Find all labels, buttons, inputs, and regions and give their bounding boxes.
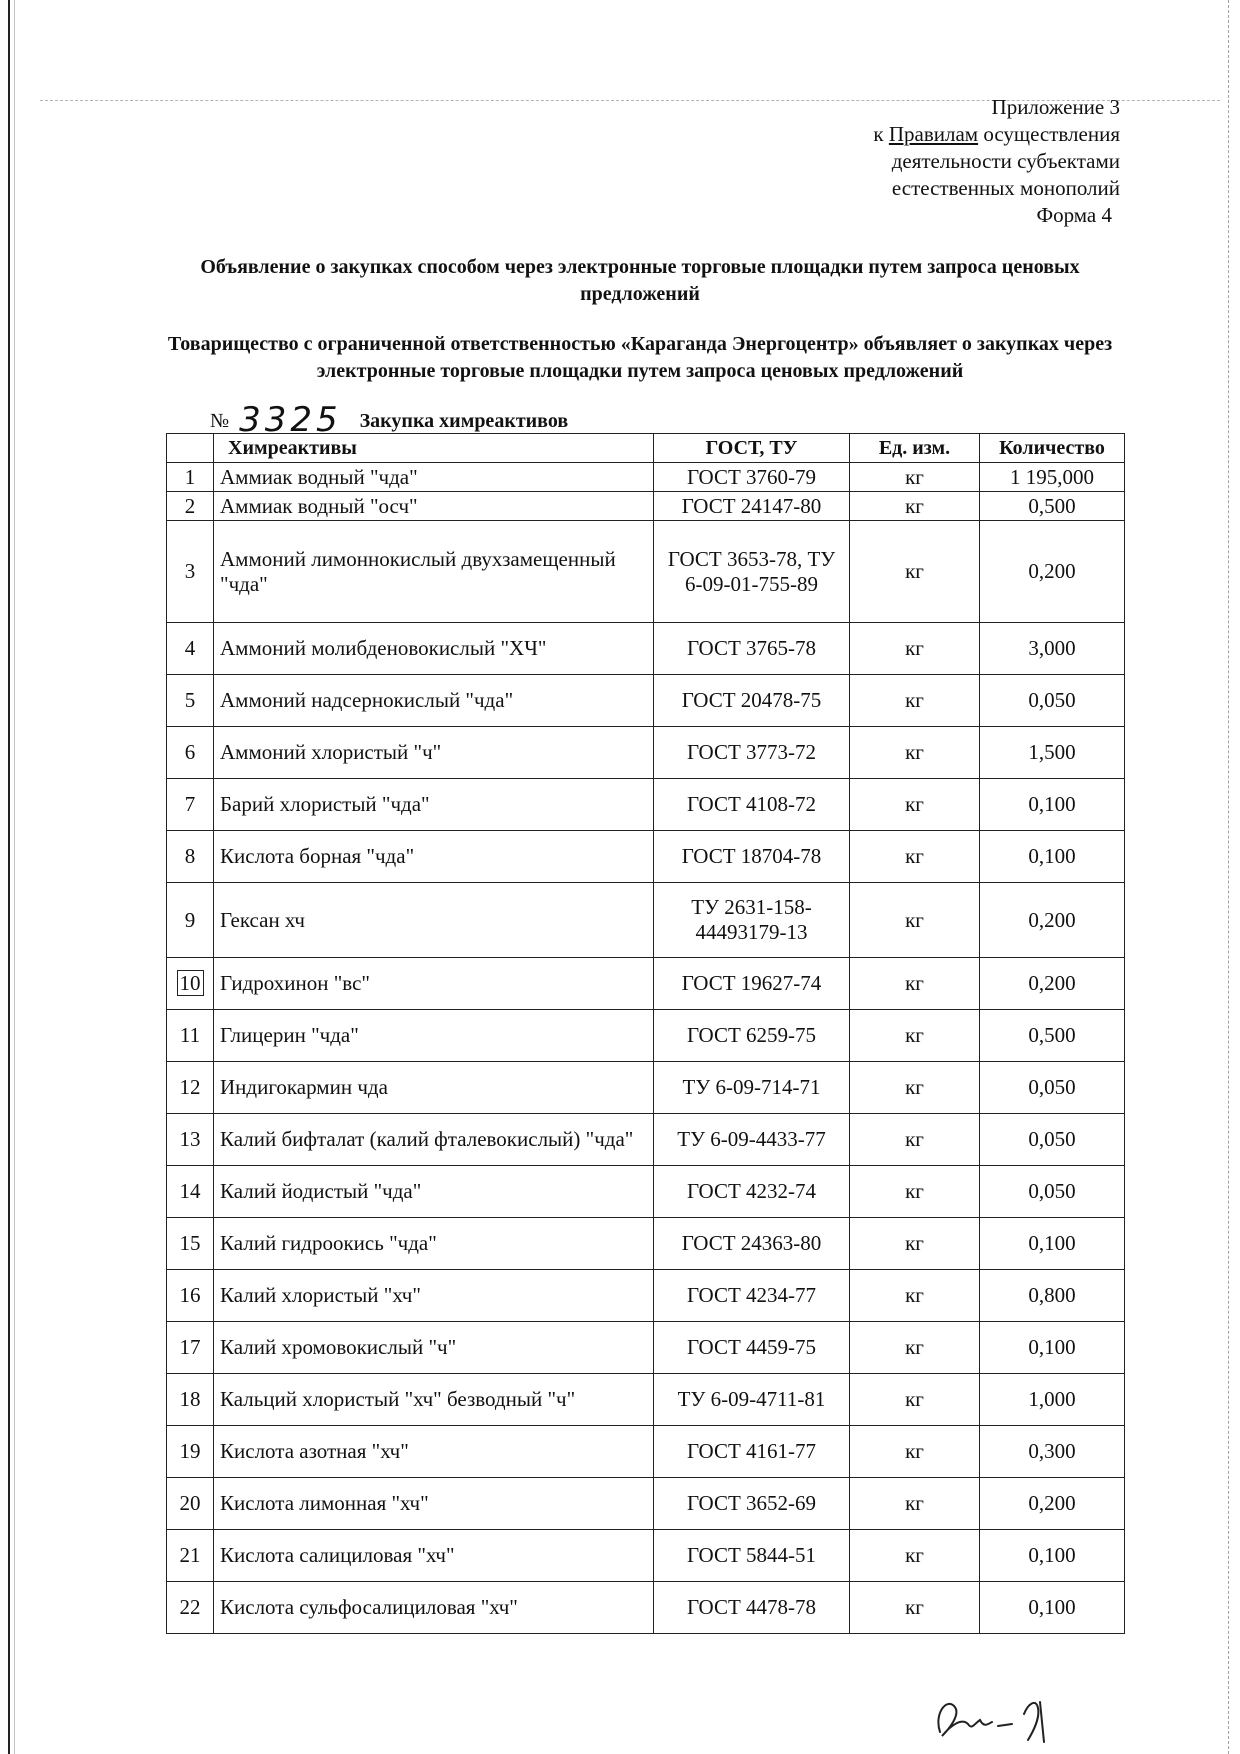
row-number: 1 — [167, 463, 214, 492]
row-gost: ГОСТ 4234-77 — [654, 1270, 850, 1322]
row-name: Аммоний надсернокислый "чда" — [214, 675, 654, 727]
row-number: 5 — [167, 675, 214, 727]
row-unit: кг — [850, 1426, 980, 1478]
row-unit: кг — [850, 883, 980, 958]
row-unit: кг — [850, 958, 980, 1010]
row-qty: 0,200 — [980, 521, 1125, 623]
row-qty: 0,050 — [980, 675, 1125, 727]
row-gost: ГОСТ 24363-80 — [654, 1218, 850, 1270]
row-number: 19 — [167, 1426, 214, 1478]
row-unit: кг — [850, 492, 980, 521]
row-name: Кислота лимонная "хч" — [214, 1478, 654, 1530]
row-number: 9 — [167, 883, 214, 958]
row-qty: 0,800 — [980, 1270, 1125, 1322]
document-title: Объявление о закупках способом через электронные торговые площадки путем запроса ценовых предложений — [200, 256, 1080, 305]
row-qty: 0,050 — [980, 1062, 1125, 1114]
row-unit: кг — [850, 1166, 980, 1218]
header-gost: ГОСТ, ТУ — [654, 434, 850, 463]
row-number: 15 — [167, 1218, 214, 1270]
row-number: 3 — [167, 521, 214, 623]
reagents-table — [166, 433, 1125, 1634]
row-name: Калий хромовокислый "ч" — [214, 1322, 654, 1374]
row-gost: ТУ 6-09-4433-77 — [654, 1114, 850, 1166]
row-unit: кг — [850, 675, 980, 727]
row-qty: 0,100 — [980, 1582, 1125, 1634]
table-row — [167, 1530, 1125, 1582]
row-qty: 0,050 — [980, 1166, 1125, 1218]
row-gost: ГОСТ 4478-78 — [654, 1582, 850, 1634]
form-number: Форма 4 — [1036, 203, 1112, 227]
purchase-number: 3325 — [239, 400, 342, 440]
row-number: 4 — [167, 623, 214, 675]
row-number: 21 — [167, 1530, 214, 1582]
row-unit: кг — [850, 831, 980, 883]
header-qty: Количество — [980, 434, 1125, 463]
row-name: Барий хлористый "чда" — [214, 779, 654, 831]
organization-notice: Товарищество с ограниченной ответственностью «Караганда Энергоцентр» объявляет о закупках через электронные торговые площадки путем запроса ценовых предложений — [167, 333, 1113, 382]
row-qty: 0,050 — [980, 1114, 1125, 1166]
row-unit: кг — [850, 1270, 980, 1322]
table-row — [167, 1270, 1125, 1322]
row-name: Аммиак водный "чда" — [214, 463, 654, 492]
header-name: Химреактивы — [214, 434, 654, 463]
row-gost: ГОСТ 3765-78 — [654, 623, 850, 675]
row-gost: ТУ 6-09-714-71 — [654, 1062, 850, 1114]
row-gost: ГОСТ 18704-78 — [654, 831, 850, 883]
header-no — [167, 434, 214, 463]
scan-edge-shadow — [14, 0, 15, 1754]
purchase-label: Закупка химреактивов — [359, 410, 569, 432]
row-qty: 1,500 — [980, 727, 1125, 779]
row-gost: ГОСТ 3760-79 — [654, 463, 850, 492]
header-unit: Ед. изм. — [850, 434, 980, 463]
row-unit: кг — [850, 727, 980, 779]
row-gost: ГОСТ 4161-77 — [654, 1426, 850, 1478]
appendix-header — [873, 94, 1120, 229]
row-qty: 0,200 — [980, 883, 1125, 958]
row-unit: кг — [850, 779, 980, 831]
row-name: Калий бифталат (калий фталевокислый) "чда" — [214, 1114, 654, 1166]
scan-edge-line — [8, 0, 10, 1754]
row-gost: ТУ 2631-158-44493179-13 — [654, 883, 850, 958]
row-unit: кг — [850, 1218, 980, 1270]
row-unit: кг — [850, 521, 980, 623]
table-row — [167, 1322, 1125, 1374]
table-row — [167, 492, 1125, 521]
row-gost: ГОСТ 3653-78, ТУ 6-09-01-755-89 — [654, 521, 850, 623]
appendix-line3: деятельности субъектами — [891, 149, 1120, 173]
table-row — [167, 831, 1125, 883]
row-name: Аммоний лимоннокислый двухзамещенный "чда" — [214, 521, 654, 623]
appendix-line4: естественных монополий — [891, 176, 1120, 200]
row-qty: 1,000 — [980, 1374, 1125, 1426]
row-gost: ГОСТ 3773-72 — [654, 727, 850, 779]
row-gost: ТУ 6-09-4711-81 — [654, 1374, 850, 1426]
row-number: 6 — [167, 727, 214, 779]
row-unit: кг — [850, 463, 980, 492]
row-unit: кг — [850, 1478, 980, 1530]
table-row — [167, 675, 1125, 727]
table-row — [167, 1010, 1125, 1062]
table-row — [167, 623, 1125, 675]
table-row — [167, 779, 1125, 831]
row-number: 16 — [167, 1270, 214, 1322]
row-gost: ГОСТ 24147-80 — [654, 492, 850, 521]
table-row — [167, 1114, 1125, 1166]
row-number: 14 — [167, 1166, 214, 1218]
table-row — [167, 958, 1125, 1010]
row-gost: ГОСТ 5844-51 — [654, 1530, 850, 1582]
row-name: Гексан хч — [214, 883, 654, 958]
table-row — [167, 1062, 1125, 1114]
row-qty: 0,200 — [980, 958, 1125, 1010]
table-row — [167, 1582, 1125, 1634]
row-unit: кг — [850, 1010, 980, 1062]
scan-artifact-right-dashes — [1228, 0, 1229, 1754]
row-number: 11 — [167, 1010, 214, 1062]
row-number: 10 — [167, 958, 214, 1010]
table-row — [167, 1166, 1125, 1218]
row-name: Калий гидроокись "чда" — [214, 1218, 654, 1270]
row-number: 8 — [167, 831, 214, 883]
row-gost: ГОСТ 19627-74 — [654, 958, 850, 1010]
row-unit: кг — [850, 1322, 980, 1374]
row-qty: 0,100 — [980, 1218, 1125, 1270]
row-number: 13 — [167, 1114, 214, 1166]
row-gost: ГОСТ 4232-74 — [654, 1166, 850, 1218]
table-header-row — [167, 434, 1125, 463]
table-row — [167, 1218, 1125, 1270]
row-qty: 0,500 — [980, 1010, 1125, 1062]
row-name: Аммиак водный "осч" — [214, 492, 654, 521]
row-number: 7 — [167, 779, 214, 831]
number-sign: № — [210, 410, 230, 432]
table-row — [167, 1374, 1125, 1426]
row-gost: ГОСТ 20478-75 — [654, 675, 850, 727]
row-gost: ГОСТ 4459-75 — [654, 1322, 850, 1374]
row-name: Аммоний хлористый "ч" — [214, 727, 654, 779]
row-gost: ГОСТ 6259-75 — [654, 1010, 850, 1062]
row-name: Калий йодистый "чда" — [214, 1166, 654, 1218]
row-name: Кислота азотная "хч" — [214, 1426, 654, 1478]
row-unit: кг — [850, 1374, 980, 1426]
row-qty: 0,200 — [980, 1478, 1125, 1530]
row-name: Гидрохинон "вс" — [214, 958, 654, 1010]
row-name: Кальций хлористый "хч" безводный "ч" — [214, 1374, 654, 1426]
row-unit: кг — [850, 1062, 980, 1114]
table-row — [167, 1426, 1125, 1478]
row-gost: ГОСТ 4108-72 — [654, 779, 850, 831]
row-unit: кг — [850, 1114, 980, 1166]
purchase-line — [210, 396, 569, 440]
row-name: Индигокармин чда — [214, 1062, 654, 1114]
row-qty: 0,100 — [980, 1322, 1125, 1374]
row-number: 22 — [167, 1582, 214, 1634]
row-qty: 3,000 — [980, 623, 1125, 675]
table-row — [167, 463, 1125, 492]
row-unit: кг — [850, 623, 980, 675]
row-name: Аммоний молибденовокислый "ХЧ" — [214, 623, 654, 675]
row-number: 2 — [167, 492, 214, 521]
row-qty: 0,300 — [980, 1426, 1125, 1478]
appendix-number: Приложение 3 — [991, 95, 1120, 119]
row-qty: 0,100 — [980, 831, 1125, 883]
row-name: Кислота сульфосалициловая "хч" — [214, 1582, 654, 1634]
row-name: Калий хлористый "хч" — [214, 1270, 654, 1322]
table-row — [167, 1478, 1125, 1530]
row-unit: кг — [850, 1582, 980, 1634]
rules-reference: Правилам — [888, 122, 979, 146]
row-number: 17 — [167, 1322, 214, 1374]
row-name: Кислота борная "чда" — [214, 831, 654, 883]
table-row — [167, 883, 1125, 958]
row-name: Глицерин "чда" — [214, 1010, 654, 1062]
handwritten-signature — [928, 1684, 1078, 1746]
row-qty: 0,100 — [980, 779, 1125, 831]
table-row — [167, 727, 1125, 779]
row-number: 12 — [167, 1062, 214, 1114]
row-gost: ГОСТ 3652-69 — [654, 1478, 850, 1530]
row-qty: 1 195,000 — [980, 463, 1125, 492]
row-number: 20 — [167, 1478, 214, 1530]
row-number: 18 — [167, 1374, 214, 1426]
row-name: Кислота салициловая "хч" — [214, 1530, 654, 1582]
row-qty: 0,500 — [980, 492, 1125, 521]
row-qty: 0,100 — [980, 1530, 1125, 1582]
table-row — [167, 521, 1125, 623]
row-unit: кг — [850, 1530, 980, 1582]
appendix-rules-line: к Правилам осуществления — [873, 122, 1120, 146]
